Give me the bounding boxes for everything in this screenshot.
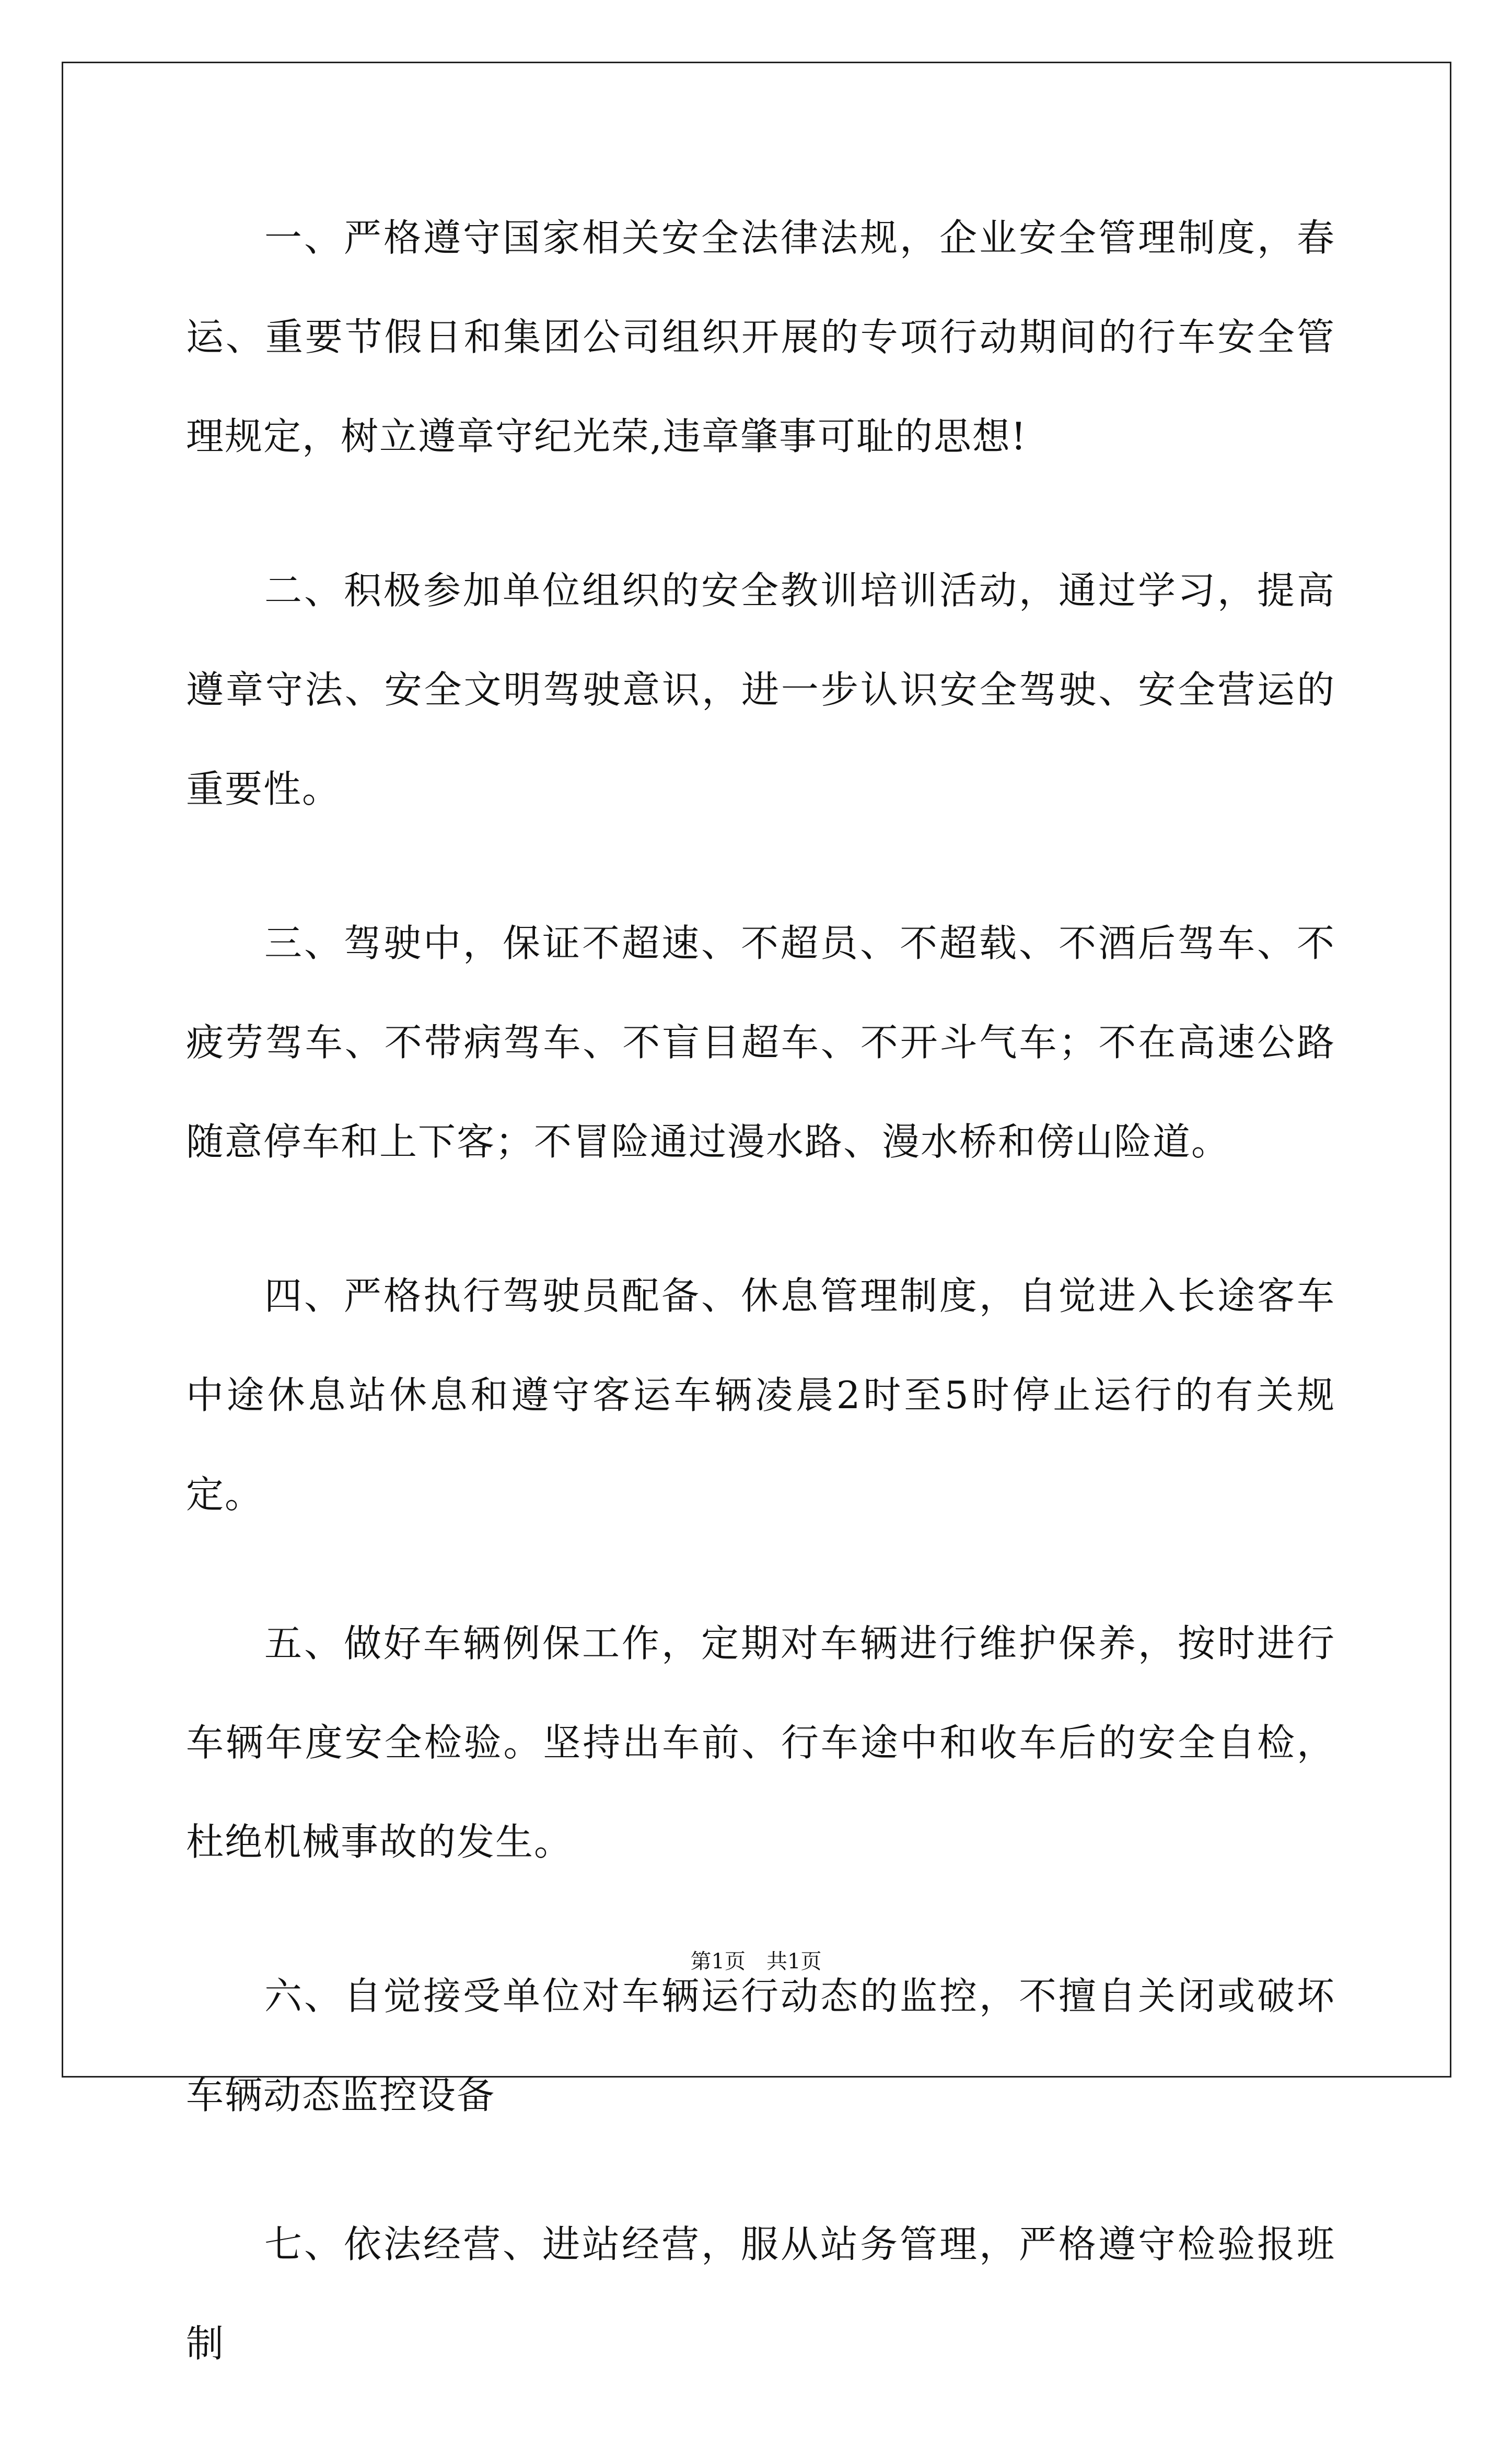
paragraph-1: 一、严格遵守国家相关安全法律法规，企业安全管理制度，春运、重要节假日和集团公司组织开展的专项行动期间的行车安全管理规定，树立遵章守纪光荣,违章肇事可耻的思想! — [186, 216, 1335, 458]
document-body — [186, 188, 1335, 2448]
paragraph-5: 五、做好车辆例保工作，定期对车辆进行维护保养，按时进行车辆年度安全检验。坚持出车前、行车途中和收车后的安全自检，杜绝机械事故的发生。 — [186, 1621, 1335, 1864]
paragraph-6: 六、自觉接受单位对车辆运行动态的监控，不擅自关闭或破坏车辆动态监控设备 — [186, 1974, 1335, 2117]
page-number-footer: 第1页 共1页 — [690, 1950, 822, 1974]
paragraph-4: 四、严格执行驾驶员配备、休息管理制度，自觉进入长途客车中途休息站休息和遵守客运车辆凌晨2时至5时停止运行的有关规定。 — [186, 1274, 1335, 1516]
paragraph-2: 二、积极参加单位组织的安全教训培训活动，通过学习，提高遵章守法、安全文明驾驶意识，进一步认识安全驾驶、安全营运的重要性。 — [186, 569, 1335, 811]
paragraph-3: 三、驾驶中，保证不超速、不超员、不超载、不酒后驾车、不疲劳驾车、不带病驾车、不盲目超车、不开斗气车；不在高速公路随意停车和上下客；不冒险通过漫水路、漫水桥和傍山险道。 — [186, 921, 1335, 1164]
paragraph-7: 七、依法经营、进站经营，服从站务管理，严格遵守检验报班制 — [186, 2222, 1335, 2365]
